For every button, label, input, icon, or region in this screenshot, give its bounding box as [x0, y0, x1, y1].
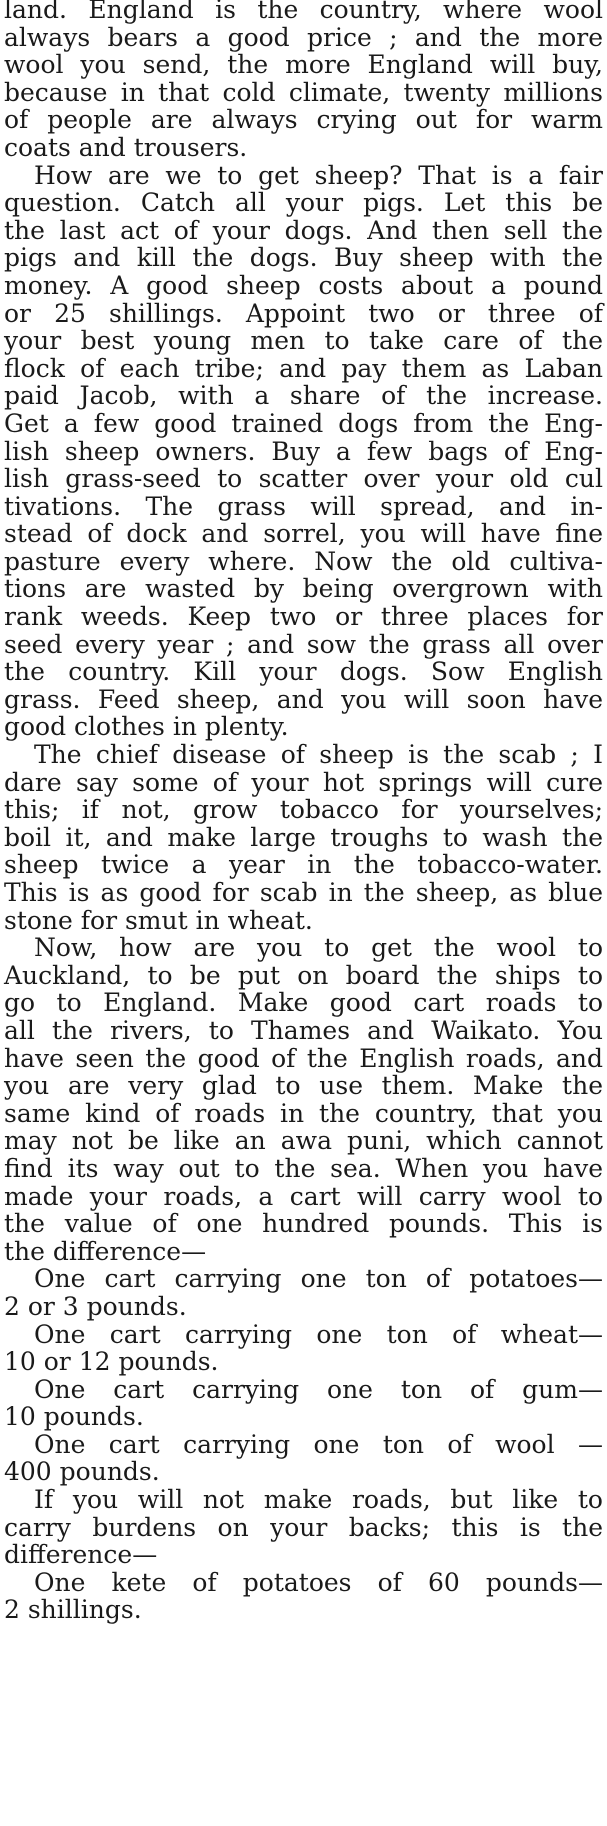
text-line: your best young men to take care of the [4, 326, 603, 356]
text-line: seed every year ; and sow the grass all over [4, 629, 603, 659]
paragraph [4, 1569, 603, 1624]
text-line: question. Catch all your pigs. Let this be [4, 188, 603, 218]
text-line: This is as good for scab in the sheep, as blue [4, 878, 603, 907]
text-line: flock of each tribe; and pay them as Laban [4, 353, 603, 383]
text-line: How are we to get sheep? That is a fair [34, 160, 603, 190]
text-line: because in that cold climate, twenty millions [4, 77, 603, 107]
text-line: sheep twice a year in the tobacco-water. [4, 850, 603, 880]
paragraph [4, 741, 603, 934]
text-line: pasture every where. Now the old cultiva- [4, 546, 603, 576]
text-line: made your roads, a cart will carry wool to [4, 1181, 603, 1211]
paragraph [4, 0, 603, 162]
text-line: 2 or 3 pounds. [4, 1291, 187, 1321]
text-line: the value of one hundred pounds. This is [4, 1209, 603, 1239]
text-line: Now, how are you to get the wool to [34, 933, 603, 963]
text-line: pigs and kill the dogs. Buy sheep with the [4, 243, 603, 273]
text-line: If you will not make roads, but like to [34, 1485, 603, 1515]
text-line: grass. Feed sheep, and you will soon have [4, 684, 603, 714]
text-line: 10 or 12 pounds. [4, 1347, 219, 1377]
text-line: carry burdens on your backs; this is the [4, 1512, 603, 1542]
text-line: stone for smut in wheat. [4, 905, 313, 935]
text-line: difference— [4, 1540, 158, 1570]
text-line: this; if not, grow tobacco for yourselves; [4, 795, 603, 825]
paragraph [4, 1321, 603, 1376]
text-line: have seen the good of the English roads, and [4, 1043, 603, 1073]
text-line: find its way out to the sea. When you have [4, 1153, 603, 1183]
text-line: always bears a good price ; and the more [4, 22, 603, 52]
text-line: dare say some of your hot springs will cure [4, 767, 603, 797]
text-line: tivations. The grass will spread, and in- [4, 491, 603, 521]
text-line: the last act of your dogs. And then sell the [4, 215, 603, 245]
text-line: coats and trousers. [4, 132, 248, 162]
paragraph [4, 1431, 603, 1486]
text-line: One cart carrying one ton of gum— [34, 1374, 603, 1404]
text-line: or 25 shillings. Appoint two or three of [4, 298, 603, 328]
text-line: money. A good sheep costs about a pound [4, 270, 603, 300]
text-line: One cart carrying one ton of wool — [34, 1429, 603, 1459]
text-line: of people are always crying out for warm [4, 105, 603, 135]
text-line: lish grass-seed to scatter over your old cul [4, 464, 603, 494]
text-line: tions are wasted by being overgrown with [4, 574, 603, 604]
text-line: lish sheep owners. Buy a few bags of Eng- [4, 436, 603, 466]
paragraph [4, 1376, 603, 1431]
text-line: One cart carrying one ton of potatoes— [34, 1264, 603, 1294]
newspaper-column [4, 0, 603, 1624]
text-line: Auckland, to be put on board the ships to [4, 960, 603, 990]
text-line: Get a few good trained dogs from the Eng- [4, 408, 603, 438]
text-line: wool you send, the more England will buy, [4, 50, 603, 80]
text-line: same kind of roads in the country, that you [4, 1098, 603, 1128]
text-line: may not be like an awa puni, which cannot [4, 1126, 603, 1156]
text-line: 400 pounds. [4, 1457, 160, 1487]
text-line: One kete of potatoes of 60 pounds— [34, 1567, 603, 1597]
paragraph [4, 1265, 603, 1320]
text-line: the difference— [4, 1236, 207, 1266]
text-line: One cart carrying one ton of wheat— [34, 1319, 603, 1349]
text-line: boil it, and make large troughs to wash the [4, 822, 603, 852]
text-line: The chief disease of sheep is the scab ; I [34, 740, 603, 770]
paragraph [4, 934, 603, 1265]
text-line: the country. Kill your dogs. Sow English [4, 657, 603, 687]
text-line: land. England is the country, where wool [4, 0, 603, 24]
paragraph [4, 162, 603, 741]
text-line: you are very glad to use them. Make the [4, 1071, 603, 1101]
text-line: good clothes in plenty. [4, 712, 289, 742]
text-line: stead of dock and sorrel, you will have fine [4, 519, 603, 549]
text-line: 10 pounds. [4, 1402, 144, 1432]
text-line: go to England. Make good cart roads to [4, 988, 603, 1018]
text-line: all the rivers, to Thames and Waikato. You [4, 1015, 603, 1045]
text-line: paid Jacob, with a share of the increase. [4, 381, 603, 411]
text-line: 2 shillings. [4, 1595, 142, 1625]
paragraph [4, 1486, 603, 1569]
text-line: rank weeds. Keep two or three places for [4, 602, 603, 632]
